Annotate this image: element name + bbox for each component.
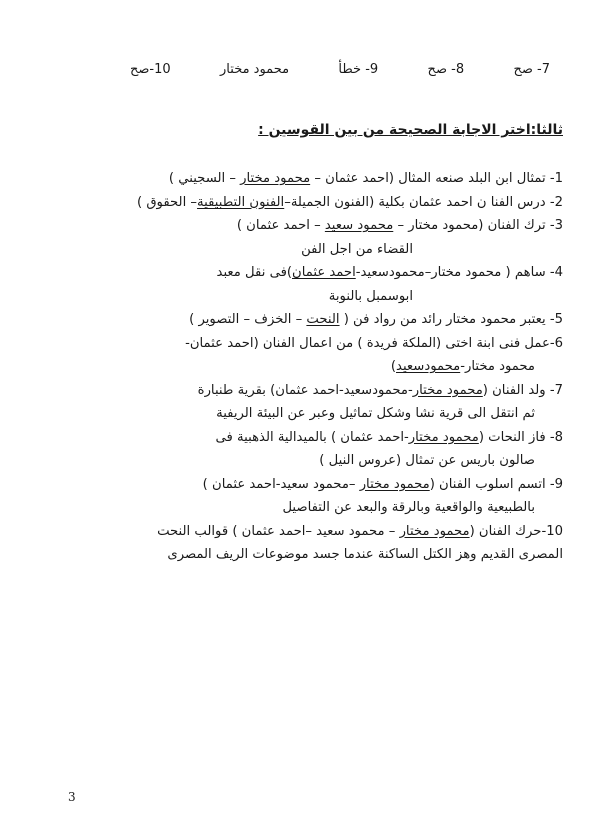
question-10-cont: المصرى القديم وهز الكتل الساكنة عندما جسد موضوعات الريف المصرى xyxy=(167,547,563,562)
question-3-cont: القضاء من اجل الفن xyxy=(301,241,413,257)
answer-8: 8- صح xyxy=(427,61,465,77)
answer-9: 9- خطأ xyxy=(338,61,379,77)
question-4: 4- ساهم ( محمود مختار–محمودسعيد-احمد عثمان)فى نقل معبد xyxy=(216,265,563,280)
question-7: 7- ولد الفنان (محمود مختار-محمودسعيد-احمد عثمان) بقرية طنبارة xyxy=(197,382,563,398)
section-heading: ثالثا:اختر الاجابة الصحيحة من بين القوسين : xyxy=(258,122,563,138)
question-8-cont: صالون باريس عن تمثال (عروس النيل ) xyxy=(319,453,535,468)
answer-7: 7- صح xyxy=(513,61,550,77)
answer-key-row xyxy=(130,56,550,82)
question-6: 6-عمل فنى ابنة اختى (الملكة فريدة ) من اعمال الفنان (احمد عثمان- xyxy=(185,335,563,351)
question-6-cont: محمود مختار-محمودسعيد) xyxy=(390,359,535,374)
question-10: 10-حرك الفنان (محمود مختار – محمود سعيد –احمد عثمان ) قوالب النحت xyxy=(157,523,563,539)
question-7-cont: ثم انتقل الى قرية نشا وشكل تماثيل وعبر عن البيئة الريفية xyxy=(216,406,535,421)
question-8: 8- فاز النحات (محمود مختار-احمد عثمان ) بالميدالية الذهبية فى xyxy=(215,429,563,445)
questions-list xyxy=(23,167,563,567)
question-4-cont: ابوسمبل بالنوبة xyxy=(328,288,413,304)
question-9: 9- اتسم اسلوب الفنان (محمود مختار –محمود سعيد-احمد عثمان ) xyxy=(202,476,563,492)
question-1: 1- تمثال ابن البلد صنعه المثال (احمد عثمان – محمود مختار – السجيني ) xyxy=(168,171,563,186)
question-3: 3- ترك الفنان (محمود مختار – محمود سعيد – احمد عثمان ) xyxy=(236,218,563,233)
page-number: 3 xyxy=(68,790,76,804)
question-2: 2- درس الفنا ن احمد عثمان بكلية (الفنون الجميلة–الفنون التطبيقية– الحقوق ) xyxy=(136,194,563,210)
answer-10: 10-صح xyxy=(130,61,171,77)
question-5: 5- يعتبر محمود مختار رائد من رواد فن ( النحت – الخزف – التصوير ) xyxy=(189,312,563,327)
question-9-cont: بالطبيعية والواقعية وبالرقة والبعد عن التفاصيل xyxy=(282,500,535,515)
answer-9b: محمود مختار xyxy=(220,61,290,77)
